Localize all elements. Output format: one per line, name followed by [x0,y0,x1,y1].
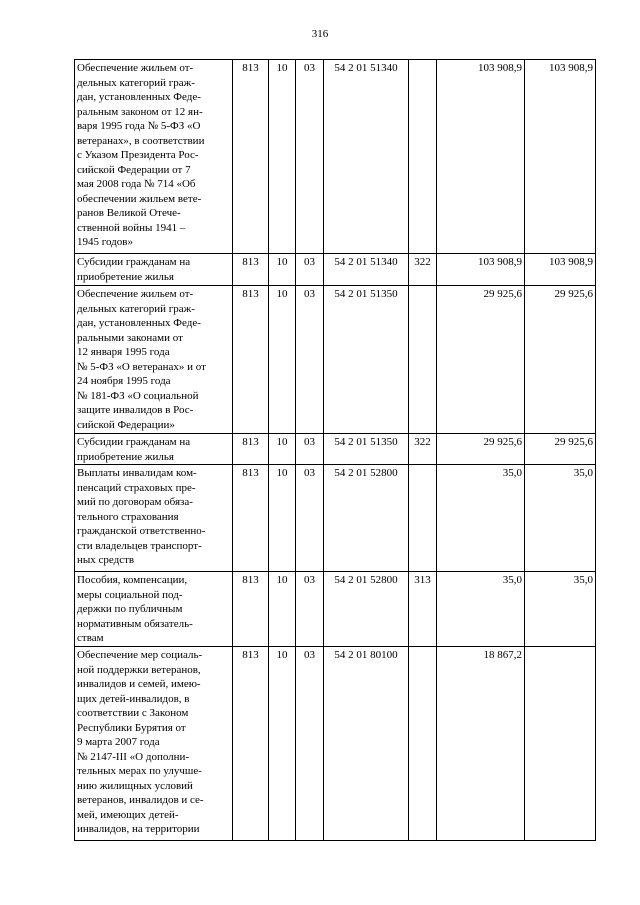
subsection-code: 03 [296,254,324,286]
amount-column-2: 35,0 [525,465,596,572]
expense-type-code: 313 [409,572,437,647]
description-line: обеспечении жильем вете- [77,192,202,205]
description-line: тельного страхования [77,510,179,523]
description-line: нию жилищных условий [77,779,193,792]
description-line: ственной войны 1941 – [77,221,186,234]
target-article-code: 54 2 01 51350 [324,286,409,434]
table-row [75,647,596,841]
description-line: дельных категорий граж- [77,76,195,89]
description-line: Субсидии гражданам на [77,436,191,448]
description-line: инвалидов, на территории [77,823,200,835]
amount-column-1: 29 925,6 [437,286,525,434]
description-line: с Указом Президента Рос- [77,149,199,161]
description-line: Обеспечение мер социаль- [77,649,203,661]
amount-column-1: 18 867,2 [437,647,525,841]
description-line: Пособия, компенсации, [77,574,188,586]
table-row [75,254,596,286]
description-line: сийской Федерации от 7 [77,163,191,176]
budget-table-body [75,60,596,841]
target-article-code: 54 2 01 51350 [324,434,409,465]
subsection-code: 03 [296,647,324,841]
target-article-code: 54 2 01 51340 [324,254,409,286]
description-line: защите инвалидов в Рос- [77,404,194,416]
description-line: Обеспечение жильем от- [77,62,194,74]
section-code: 10 [269,647,296,841]
description-line: сийской Федерации» [77,418,175,431]
table-row [75,572,596,647]
ministry-code: 813 [233,465,269,572]
ministry-code: 813 [233,647,269,841]
target-article-code: 54 2 01 80100 [324,647,409,841]
subsection-code: 03 [296,572,324,647]
amount-column-1: 35,0 [437,465,525,572]
expense-type-code: 322 [409,434,437,465]
section-code: 10 [269,286,296,434]
description-line: ветеранов, инвалидов и се- [77,794,204,806]
description-line: Республики Бурятия от [77,721,186,734]
description-line: соответствии с Законом [77,707,189,719]
description-line: ральным законом от 12 ян- [77,105,203,118]
expense-type-code [409,647,437,841]
ministry-code: 813 [233,286,269,434]
budget-table [74,59,596,841]
description-line: пенсаций страховых пре- [77,481,196,494]
amount-column-1: 29 925,6 [437,434,525,465]
description-line: держки по публичным [77,603,183,615]
subsection-code: 03 [296,465,324,572]
description-line: приобретение жилья [77,270,174,283]
target-article-code: 54 2 01 52800 [324,572,409,647]
ministry-code: 813 [233,434,269,465]
target-article-code: 54 2 01 51340 [324,60,409,254]
description-line: варя 1995 года № 5-ФЗ «О [77,120,201,132]
description-line: сти владельцев транспорт- [77,539,202,552]
row-description [75,254,233,286]
description-line: ной поддержки ветеранов, [77,663,201,676]
expense-type-code: 322 [409,254,437,286]
description-line: ных средств [77,554,135,566]
description-line: мей, имеющих детей- [77,808,179,821]
description-line: тельных мерах по улучше- [77,765,202,777]
subsection-code: 03 [296,434,324,465]
row-description [75,572,233,647]
section-code: 10 [269,465,296,572]
description-line: дельных категорий граж- [77,302,195,315]
section-code: 10 [269,434,296,465]
description-line: Обеспечение жильем от- [77,288,194,300]
section-code: 10 [269,60,296,254]
description-line: № 5-ФЗ «О ветеранах» и от [77,360,206,373]
amount-column-1: 103 908,9 [437,60,525,254]
description-line: ральными законами от [77,331,183,344]
amount-column-1: 35,0 [437,572,525,647]
expense-type-code [409,286,437,434]
description-line: № 2147-III «О дополни- [77,750,190,763]
description-line: Выплаты инвалидам ком- [77,467,197,479]
amount-column-2: 103 908,9 [525,60,596,254]
page-number: 316 [311,28,329,40]
description-line: приобретение жилья [77,450,174,463]
description-line: дан, установленных Феде- [77,91,201,103]
amount-column-2: 35,0 [525,572,596,647]
description-line: мий по договорам обяза- [77,496,193,508]
row-description [75,434,233,465]
row-description [75,286,233,434]
row-description [75,465,233,572]
ministry-code: 813 [233,572,269,647]
description-line: меры социальной под- [77,588,183,601]
description-line: Субсидии гражданам на [77,256,191,268]
description-line: 12 января 1995 года [77,346,170,358]
description-line: № 181-ФЗ «О социальной [77,389,199,402]
expense-type-code [409,465,437,572]
description-line: гражданской ответственно- [77,525,206,537]
description-line: 1945 годов» [77,236,133,248]
subsection-code: 03 [296,60,324,254]
ministry-code: 813 [233,60,269,254]
target-article-code: 54 2 01 52800 [324,465,409,572]
description-line: ствам [77,632,104,644]
subsection-code: 03 [296,286,324,434]
table-row [75,465,596,572]
expense-type-code [409,60,437,254]
amount-column-2 [525,647,596,841]
description-line: дан, установленных Феде- [77,317,201,329]
table-row [75,60,596,254]
section-code: 10 [269,572,296,647]
description-line: инвалидов и семей, имею- [77,678,201,690]
amount-column-2: 29 925,6 [525,434,596,465]
ministry-code: 813 [233,254,269,286]
description-line: 9 марта 2007 года [77,736,160,748]
amount-column-2: 103 908,9 [525,254,596,286]
section-code: 10 [269,254,296,286]
description-line: нормативным обязатель- [77,617,193,630]
description-line: мая 2008 года № 714 «Об [77,178,196,190]
description-line: щих детей-инвалидов, в [77,692,190,705]
amount-column-1: 103 908,9 [437,254,525,286]
amount-column-2: 29 925,6 [525,286,596,434]
row-description [75,60,233,254]
table-row [75,286,596,434]
row-description [75,647,233,841]
description-line: 24 ноября 1995 года [77,375,171,387]
table-row [75,434,596,465]
description-line: ранов Великой Отече- [77,207,181,219]
description-line: ветеранах», в соответствии [77,134,205,147]
